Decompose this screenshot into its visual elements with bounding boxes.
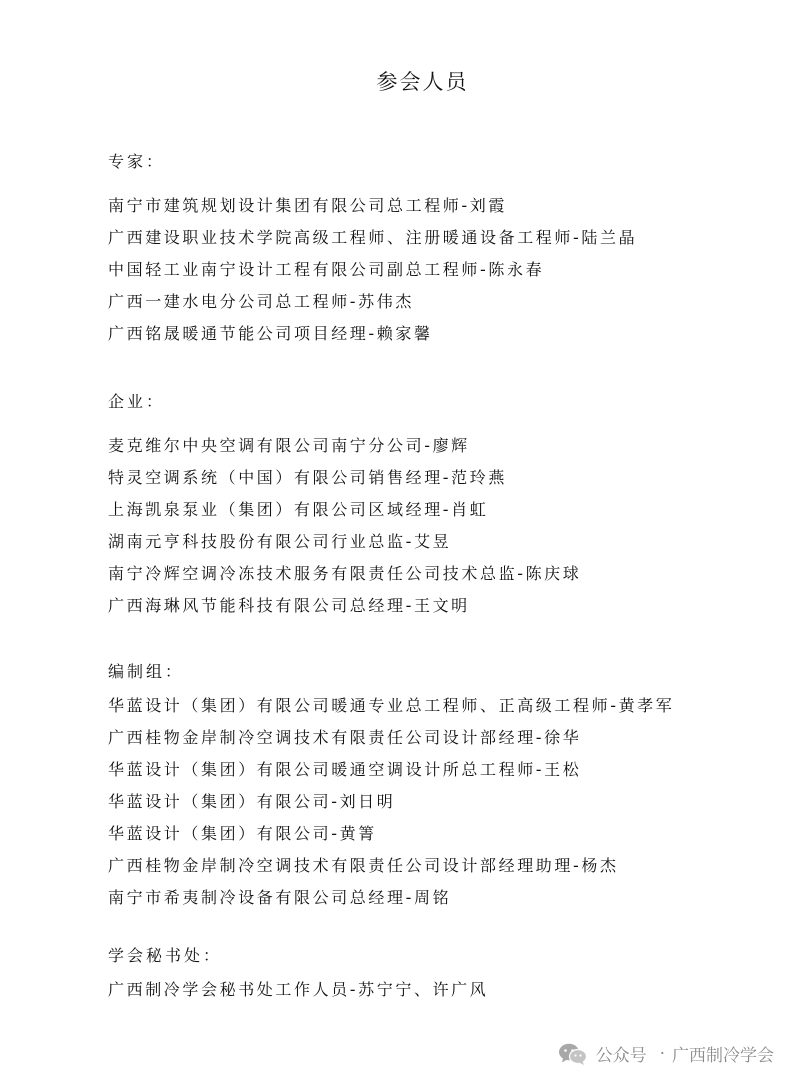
enterprise-item: 上海凯泉泵业（集团）有限公司区域经理-肖虹: [108, 500, 489, 519]
enterprise-item: 麦克维尔中央空调有限公司南宁分公司-廖辉: [108, 436, 470, 455]
compiler-item: 广西桂物金岸制冷空调技术有限责任公司设计部经理助理-杨杰: [108, 856, 619, 875]
wechat-watermark: [558, 1041, 774, 1066]
experts-heading: 专家：: [108, 152, 166, 171]
expert-item: 广西铭晟暖通节能公司项目经理-赖家馨: [108, 324, 433, 343]
watermark-separator: ·: [659, 1043, 665, 1064]
compiler-item: 华蓝设计（集团）有限公司暖通专业总工程师、正高级工程师-黄孝军: [108, 696, 675, 715]
enterprise-item: 湖南元亨科技股份有限公司行业总监-艾昱: [108, 532, 452, 551]
page-title: 参会人员: [376, 70, 469, 94]
watermark-source: 公众号: [595, 1046, 647, 1066]
expert-item: 广西一建水电分公司总工程师-苏伟杰: [108, 292, 414, 311]
compilers-heading: 编制组：: [108, 662, 185, 681]
compilers-list: [108, 690, 768, 914]
experts-list: [108, 190, 768, 350]
enterprises-list: [108, 430, 768, 622]
secretariat-section: [108, 940, 768, 1006]
compiler-item: 华蓝设计（集团）有限公司-黄箐: [108, 824, 377, 843]
wechat-icon: [558, 1042, 588, 1066]
watermark-account: 广西制冷学会: [672, 1046, 774, 1066]
secretariat-heading: 学会秘书处：: [108, 946, 223, 965]
enterprise-item: 广西海琳风节能科技有限公司总经理-王文明: [108, 596, 470, 615]
secretariat-list: [108, 974, 768, 1006]
compiler-item: 广西桂物金岸制冷空调技术有限责任公司设计部经理-徐华: [108, 728, 582, 747]
secretariat-item: 广西制冷学会秘书处工作人员-苏宁宁、许广风: [108, 980, 489, 999]
compiler-item: 华蓝设计（集团）有限公司-刘日明: [108, 792, 396, 811]
enterprises-section: [108, 386, 768, 622]
expert-item: 南宁市建筑规划设计集团有限公司总工程师-刘霞: [108, 196, 507, 215]
expert-item: 广西建设职业技术学院高级工程师、注册暖通设备工程师-陆兰晶: [108, 228, 638, 247]
compilers-section: [108, 656, 768, 914]
experts-section: [108, 146, 768, 350]
expert-item: 中国轻工业南宁设计工程有限公司副总工程师-陈永春: [108, 260, 545, 279]
compiler-item: 华蓝设计（集团）有限公司暖通空调设计所总工程师-王松: [108, 760, 582, 779]
enterprise-item: 特灵空调系统（中国）有限公司销售经理-范玲燕: [108, 468, 507, 487]
enterprise-item: 南宁冷辉空调冷冻技术服务有限责任公司技术总监-陈庆球: [108, 564, 582, 583]
compiler-item: 南宁市希夷制冷设备有限公司总经理-周铭: [108, 888, 452, 907]
enterprises-heading: 企业：: [108, 392, 166, 411]
